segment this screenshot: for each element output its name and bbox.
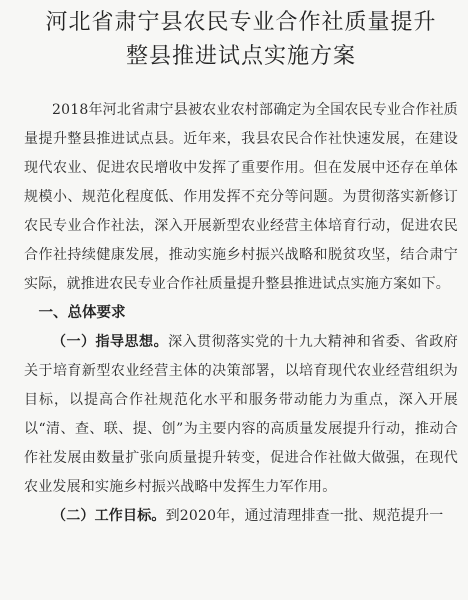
title-line-1: 河北省肃宁县农民专业合作社质量提升 [45, 10, 437, 35]
document-title [24, 6, 458, 74]
guiding-ideology-text: 深入贯彻落实党的十九大精神和省委、省政府关于培育新型农业经营主体的决策部署，以培育现代农业经营组织为目标，以提高合作社规范化水平和服务带动能力为重点，深入开展以“清、查、联、提、创”为主要内容的高质量发展提升行动，推动合作社发展由数量扩张向质量提升转变，促进合作社做大做强，在现代农业发展和实施乡村振兴战略中发挥生力军作用。 [24, 334, 458, 495]
work-goals-text: 到2020年，通过清理排查一批、规范提升一 [165, 508, 444, 524]
work-goals-lead: （二）工作目标。 [52, 508, 166, 524]
work-goals-paragraph [24, 502, 458, 531]
guiding-ideology-lead: （一）指导思想。 [52, 334, 169, 350]
title-line-2: 整县推进试点实施方案 [125, 44, 356, 69]
section-heading-general-requirements: 一、总体要求 [38, 305, 126, 321]
document-body [24, 96, 458, 531]
intro-paragraph: 2018年河北省肃宁县被农业农村部确定为全国农民专业合作社质量提升整县推进试点县。近年来，我县农民合作社快速发展，在建设现代农业、促进农民增收中发挥了重要作用。但在发展中还存在单体规模小、规范化程度低、作用发挥不充分等问题。为贯彻落实新修订农民专业合作社法，深入开展新型农业经营主体培育行动，促进农民合作社持续健康发展，推动实施乡村振兴战略和脱贫攻坚，结合肃宁实际，就推进农民专业合作社质量提升整县推进试点实施方案如下。 [24, 102, 458, 292]
guiding-ideology-paragraph [24, 328, 458, 502]
